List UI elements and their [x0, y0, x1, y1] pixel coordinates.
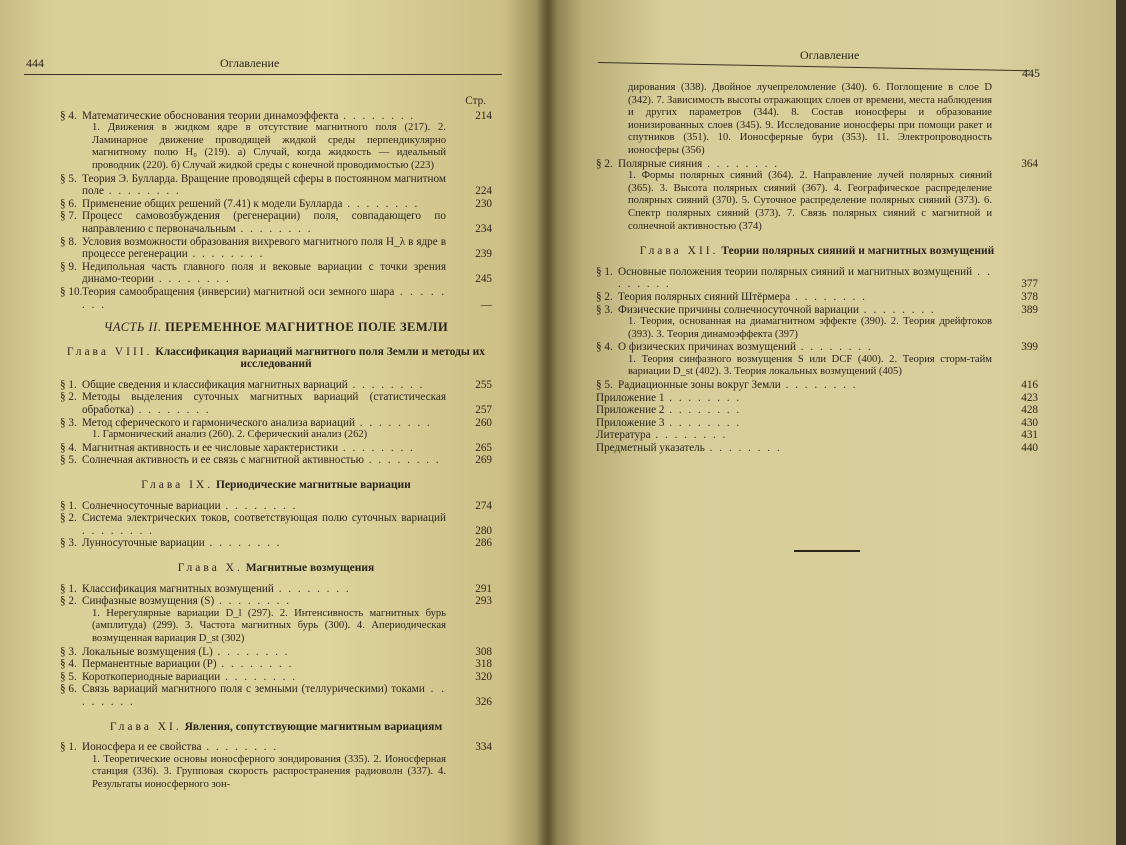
section-number: § 3.	[60, 645, 77, 658]
header-rule-right	[598, 62, 1030, 71]
toc-entry	[596, 341, 1038, 354]
page-ref: 431	[1021, 429, 1038, 442]
subentry-text: 1. Движения в жидком ядре в отсутствие магнитного поля (217). 2. Ламинарное движение проводящей жидкой среды перпендикулярно магнитному полю H₀ (219). а) Случай, когда жидкость — идеальный проводник (220). б) Случай жидкой среды с конечной проводимостью (223)	[92, 122, 446, 171]
entry-title: Теория Э. Булларда. Вращение проводящей сферы в постоянном магнитном поле . . .	[82, 173, 446, 198]
entry-title: Метод сферического и гармонического анализа вариаций . . .	[82, 417, 446, 430]
toc-subentry	[60, 122, 492, 172]
entry-title: Классификация магнитных возмущений . . .	[82, 583, 446, 596]
section-number: § 2.	[60, 595, 77, 608]
toc-entry	[60, 583, 492, 596]
toc-entry	[60, 173, 492, 198]
entry-title: Солнечная активность и ее связь с магнитной активностью . . .	[82, 454, 446, 467]
page-number-right: 445	[1022, 66, 1040, 80]
toc-entry	[60, 261, 492, 286]
part-title: ПЕРЕМЕННОЕ МАГНИТНОЕ ПОЛЕ ЗЕМЛИ	[165, 320, 449, 335]
page-ref: 364	[1021, 157, 1038, 170]
toc-entry	[60, 454, 492, 467]
subentry-text: 1. Теория, основанная на диамагнитном эффекте (390). 2. Теория дрейфтоков (393). 3. Теория динамоэффекта (397)	[628, 316, 992, 340]
section-number: § 3.	[596, 303, 613, 316]
toc-subentry	[60, 608, 492, 646]
subentry-text: 1. Теория синфазного возмущения S или DCF (400). 2. Теория сторм-тайм вариации D_st (402). 3. Теория локальных возмущений (405)	[628, 353, 992, 378]
toc-subentry	[596, 316, 1038, 341]
page-ref: —	[480, 298, 492, 311]
page-ref: 320	[475, 670, 492, 683]
toc-entry	[60, 512, 492, 537]
toc-subentry	[60, 429, 492, 442]
page-ref: 430	[1021, 416, 1038, 429]
toc-entry	[60, 417, 492, 430]
toc-entry	[596, 379, 1038, 392]
toc-entry	[60, 646, 492, 659]
section-number: § 5.	[60, 670, 77, 683]
page-ref: 389	[1021, 303, 1038, 316]
page-ref: 326	[475, 695, 492, 708]
entry-title: Перманентные вариации (P) . . .	[82, 658, 446, 671]
section-number: § 1.	[60, 582, 77, 595]
page-ref: 245	[475, 273, 492, 286]
chapter-label: Глава IX.	[141, 479, 214, 492]
toc-entry	[60, 391, 492, 416]
toc-subentry	[596, 82, 1038, 158]
toc-entry	[60, 110, 492, 123]
section-number: § 2.	[60, 391, 77, 404]
header-rule-left	[24, 74, 502, 75]
page-column-label: Стр.	[465, 95, 486, 107]
section-number: § 4.	[60, 441, 77, 454]
running-header-left: Оглавление	[220, 56, 280, 70]
toc-appendix-entry	[596, 404, 1038, 417]
part-heading	[60, 321, 492, 334]
page-ref: 428	[1021, 404, 1038, 417]
page-ref: 280	[475, 524, 492, 537]
chapter-heading	[60, 479, 492, 492]
toc-entry	[596, 291, 1038, 304]
chapter-label: Глава XII.	[639, 245, 719, 258]
toc-right	[596, 82, 1038, 455]
chapter-label: Глава XI.	[109, 720, 182, 733]
page-ref: 377	[1021, 278, 1038, 291]
entry-title: Солнечносуточные вариации . . .	[82, 500, 446, 513]
entry-title: Физические причины солнечносуточной вариации . . .	[618, 304, 992, 317]
toc-entry	[60, 210, 492, 235]
book-edge	[1116, 0, 1126, 845]
chapter-heading	[60, 721, 492, 734]
subentry-text: 1. Формы полярных сияний (364). 2. Направление лучей полярных сияний (365). 3. Высота полярных сияний (367). 4. Географическое распределение полярных сияний (370). 5. Суточное распределение полярных сияний (373). 6. Спектр полярных сияний (373). 7. Связь полярных сияний с магнитной и солнечной активностью (374)	[628, 170, 992, 232]
chapter-heading	[60, 346, 492, 371]
book-gutter	[536, 0, 558, 845]
section-number: § 3.	[60, 416, 77, 429]
section-number: § 8.	[60, 235, 77, 248]
toc-appendix-entry	[596, 429, 1038, 442]
toc-entry	[60, 198, 492, 211]
section-number: § 1.	[596, 265, 613, 278]
subentry-text: 1. Нерегулярные вариации D_l (297). 2. Интенсивность магнитных бурь (амплитуда) (299). 3. Частота магнитных бурь (300). 4. Апериодическая возмущенная вариация D_st (302)	[92, 607, 446, 644]
entry-title: Магнитная активность и ее числовые характеристики . . .	[82, 442, 446, 455]
entry-title: Лунносуточные вариации . . .	[82, 537, 446, 550]
toc-entry	[60, 379, 492, 392]
entry-title: Процесс самовозбуждения (регенерации) поля, совпадающего по направлению с первоначальным . . .	[82, 210, 446, 235]
section-number: § 9.	[60, 260, 77, 273]
toc-entry	[60, 741, 492, 754]
entry-title: Математические обоснования теории динамоэффекта . . .	[82, 110, 446, 123]
toc-entry	[60, 236, 492, 261]
entry-title: Применение общих решений (7.41) к модели Булларда . . .	[82, 198, 446, 211]
section-number: § 7.	[60, 210, 77, 223]
page-ref: 399	[1021, 341, 1038, 354]
entry-title: Основные положения теории полярных сияний и магнитных возмущений . . .	[618, 266, 992, 291]
entry-title: Локальные возмущения (L) . . .	[82, 646, 446, 659]
running-header-right: Оглавление	[800, 48, 860, 62]
page-ref: 274	[475, 499, 492, 512]
toc-entry	[60, 500, 492, 513]
toc-entry	[596, 158, 1038, 171]
page-ref: 260	[475, 416, 492, 429]
toc-appendix-entry	[596, 442, 1038, 455]
entry-title: Литература . . .	[596, 429, 992, 442]
chapter-heading	[596, 245, 1038, 258]
entry-title: Короткопериодные вариации . . .	[82, 671, 446, 684]
page-ref: 269	[475, 454, 492, 467]
chapter-title: Теории полярных сияний и магнитных возмущений	[721, 245, 995, 258]
entry-title: О физических причинах возмущений . . .	[618, 341, 992, 354]
page-ref: 440	[1021, 442, 1038, 455]
section-number: § 1.	[60, 741, 77, 754]
toc-left	[60, 95, 492, 792]
section-number: § 2.	[60, 512, 77, 525]
toc-entry	[596, 266, 1038, 291]
section-number: § 4.	[60, 658, 77, 671]
section-number: § 2.	[596, 157, 613, 170]
entry-title: Приложение 2 . . .	[596, 404, 992, 417]
page-ref: 416	[1021, 379, 1038, 392]
entry-title: Приложение 3 . . .	[596, 417, 992, 430]
toc-subentry	[596, 170, 1038, 233]
chapter-title: Магнитные возмущения	[245, 562, 375, 574]
left-page	[0, 0, 548, 845]
section-number: § 6.	[60, 197, 77, 210]
page-ref: 423	[1021, 391, 1038, 404]
entry-title: Ионосфера и ее свойства . . .	[82, 741, 446, 754]
right-page	[548, 0, 1116, 845]
entry-title: Полярные сияния . . .	[618, 158, 992, 171]
page-ref: 286	[475, 537, 492, 550]
page-ref: 230	[475, 197, 492, 210]
part-label: ЧАСТЬ II.	[103, 320, 162, 335]
toc-entry	[60, 286, 492, 311]
section-number: § 4.	[596, 341, 613, 354]
entry-title: Предметный указатель . . .	[596, 442, 992, 455]
entry-title: Связь вариаций магнитного поля с земными (теллурическими) токами . . .	[82, 683, 446, 708]
page-ref: 378	[1021, 290, 1038, 303]
entry-title: Приложение 1 . . .	[596, 392, 992, 405]
subentry-text: 1. Гармонический анализ (260). 2. Сферический анализ (262)	[92, 429, 368, 441]
chapter-heading	[60, 562, 492, 575]
entry-title: Радиационные зоны вокруг Земли . . .	[618, 379, 992, 392]
section-number: § 5.	[60, 454, 77, 467]
page-ref: 308	[475, 645, 492, 658]
section-number: § 10.	[60, 285, 83, 298]
page-ref: 318	[475, 658, 492, 671]
section-number: § 3.	[60, 537, 77, 550]
toc-entry	[60, 442, 492, 455]
section-number: § 2.	[596, 290, 613, 303]
page-ref: 334	[475, 741, 492, 754]
toc-subentry	[596, 354, 1038, 379]
page-ref: 265	[475, 441, 492, 454]
entry-title: Общие сведения и классификация магнитных вариаций . . .	[82, 379, 446, 392]
toc-appendix-entry	[596, 392, 1038, 405]
entry-title: Синфазные возмущения (S) . . .	[82, 595, 446, 608]
page-ref: 214	[475, 109, 492, 122]
page-ref: 257	[475, 404, 492, 417]
page-ref: 291	[475, 582, 492, 595]
entry-title: Недипольная часть главного поля и вековые вариации с точки зрения динамо-теории . . .	[82, 261, 446, 286]
page-ref: 239	[475, 248, 492, 261]
section-number: § 4.	[60, 109, 77, 122]
section-number: § 6.	[60, 683, 77, 696]
section-number: § 1.	[60, 499, 77, 512]
entry-title: Условия возможности образования вихревого магнитного поля H_λ в ядре в процессе регенерации . . .	[82, 236, 446, 261]
toc-entry	[60, 537, 492, 550]
page-ref: 293	[475, 595, 492, 608]
entry-title: Система электрических токов, соответствующая полю суточных вариаций . . .	[82, 512, 446, 537]
chapter-label: Глава X.	[177, 562, 243, 574]
entry-title: Теория самообращения (инверсии) магнитной оси земного шара . . .	[82, 286, 446, 311]
page-ref: 234	[475, 222, 492, 235]
toc-entry	[60, 683, 492, 708]
subentry-text: 1. Теоретические основы ионосферного зондирования (335). 2. Ионосферная станция (336). 3. Групповая скорость распространения радиоволн (337). 4. Результаты ионосферного зон-	[92, 753, 446, 790]
subentry-text: дирования (338). Двойное лучепреломление (340). 6. Поглощение в слое D (342). 7. Зависимость высоты отражающих слоев от времени, места наблюдения и других параметров (344). 8. Состав ионосферы и образование ионизированных слоев (345). 9. Исследование ионосферы при помощи ракет и спутников (351). 10. Ионосферные бури (353). 11. Электропроводность ионосферы (356)	[628, 82, 992, 156]
toc-subentry	[60, 754, 492, 792]
chapter-title: Явления, сопутствующие магнитным вариациям	[184, 720, 443, 733]
toc-entry	[60, 658, 492, 671]
section-number: § 5.	[60, 172, 77, 185]
end-rule	[794, 550, 860, 552]
page-ref: 255	[475, 378, 492, 391]
toc-entry	[596, 304, 1038, 317]
toc-entry	[60, 595, 492, 608]
toc-entry	[60, 671, 492, 684]
chapter-label: Глава VIII.	[66, 345, 153, 358]
chapter-title: Классификация вариаций магнитного поля Земли и методы их исследований	[155, 345, 486, 371]
section-number: § 1.	[60, 378, 77, 391]
entry-title: Методы выделения суточных магнитных вариаций (статистическая обработка) . . .	[82, 391, 446, 416]
page-ref: 224	[475, 185, 492, 198]
entry-title: Теория полярных сияний Штёрмера . . .	[618, 291, 992, 304]
toc-appendix-entry	[596, 417, 1038, 430]
page-number-left: 444	[26, 56, 44, 70]
chapter-title: Периодические магнитные вариации	[215, 479, 411, 492]
section-number: § 5.	[596, 379, 613, 392]
